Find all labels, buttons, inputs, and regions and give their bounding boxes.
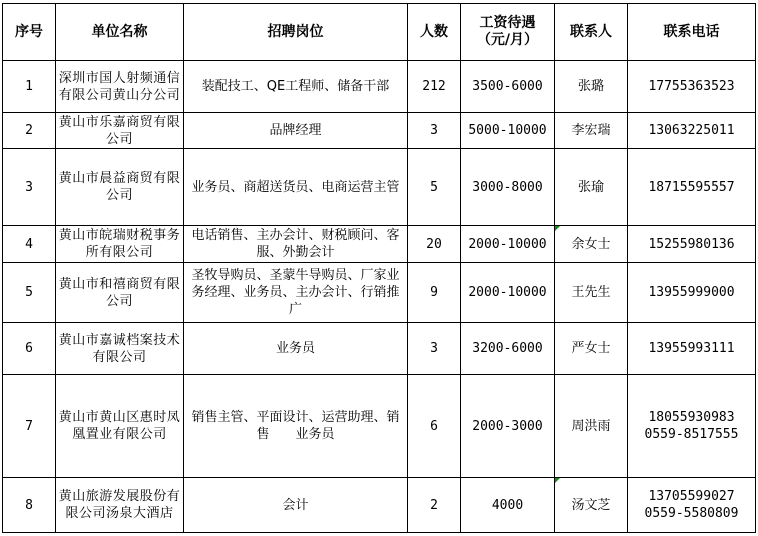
header-company[interactable]: 单位名称 — [56, 4, 184, 61]
cell-positions[interactable]: 会计 — [184, 478, 408, 533]
cell-contact: 余女士 — [571, 236, 611, 252]
table-row — [3, 149, 756, 226]
header-salary[interactable] — [461, 4, 555, 61]
phone-mobile: 13705599027 — [648, 489, 735, 504]
cell-count[interactable]: 212 — [408, 61, 461, 113]
cell-company[interactable]: 黄山市黄山区惠时凤凰置业有限公司 — [56, 375, 184, 478]
cell-company[interactable]: 黄山旅游发展股份有限公司汤泉大酒店 — [56, 478, 184, 533]
cell-salary[interactable]: 4000 — [461, 478, 555, 533]
cell-count[interactable]: 3 — [408, 323, 461, 375]
cell-company[interactable]: 黄山市乐嘉商贸有限公司 — [56, 113, 184, 149]
cell-contact[interactable]: 王先生 — [555, 263, 628, 323]
cell-count[interactable]: 20 — [408, 226, 461, 263]
cell-phone[interactable] — [628, 375, 756, 478]
cell-index[interactable]: 5 — [3, 263, 56, 323]
cell-salary[interactable]: 3500-6000 — [461, 61, 555, 113]
cell-index[interactable]: 3 — [3, 149, 56, 226]
cell-index[interactable]: 7 — [3, 375, 56, 478]
cell-salary[interactable]: 2000-10000 — [461, 226, 555, 263]
cell-contact[interactable]: 周洪雨 — [555, 375, 628, 478]
cell-positions[interactable]: 业务员 — [184, 323, 408, 375]
phone-landline: 0559-8517555 — [644, 427, 739, 442]
cell-count[interactable]: 3 — [408, 113, 461, 149]
table-row — [3, 323, 756, 375]
cell-positions[interactable]: 电话销售、主办会计、财税顾问、客服、外勤会计 — [184, 226, 408, 263]
cell-phone[interactable]: 13955993111 — [628, 323, 756, 375]
cell-positions[interactable]: 装配技工、QE工程师、储备干部 — [184, 61, 408, 113]
header-index[interactable]: 序号 — [3, 4, 56, 61]
header-positions[interactable]: 招聘岗位 — [184, 4, 408, 61]
cell-contact[interactable]: 张瑜 — [555, 149, 628, 226]
cell-phone[interactable] — [628, 478, 756, 533]
cell-salary[interactable]: 2000-3000 — [461, 375, 555, 478]
cell-company[interactable]: 黄山市晨益商贸有限公司 — [56, 149, 184, 226]
cell-positions[interactable]: 品牌经理 — [184, 113, 408, 149]
cell-count[interactable]: 6 — [408, 375, 461, 478]
header-contact[interactable]: 联系人 — [555, 4, 628, 61]
cell-count[interactable]: 5 — [408, 149, 461, 226]
table-row — [3, 61, 756, 113]
cell-contact[interactable]: 张璐 — [555, 61, 628, 113]
cell-phone[interactable]: 13063225011 — [628, 113, 756, 149]
cell-index[interactable]: 4 — [3, 226, 56, 263]
cell-index[interactable]: 2 — [3, 113, 56, 149]
cell-count[interactable]: 2 — [408, 478, 461, 533]
table-row — [3, 375, 756, 478]
cell-positions[interactable]: 圣牧导购员、圣蒙牛导购员、厂家业务经理、业务员、主办会计、行销推广 — [184, 263, 408, 323]
cell-company[interactable]: 黄山市嘉诚档案技术有限公司 — [56, 323, 184, 375]
header-count[interactable]: 人数 — [408, 4, 461, 61]
phone-mobile: 18055930983 — [648, 410, 735, 425]
phone-landline: 0559-5580809 — [644, 506, 739, 521]
cell-salary[interactable]: 3200-6000 — [461, 323, 555, 375]
cell-company[interactable]: 深圳市国人射频通信有限公司黄山分公司 — [56, 61, 184, 113]
cell-positions[interactable]: 业务员、商超送货员、电商运营主管 — [184, 149, 408, 226]
cell-index[interactable]: 6 — [3, 323, 56, 375]
recruitment-table — [2, 3, 756, 533]
cell-contact: 汤文芝 — [571, 497, 611, 513]
header-salary-line1: 工资待遇 — [479, 15, 536, 31]
cell-contact-with-comment[interactable] — [555, 226, 628, 263]
cell-contact[interactable]: 严女士 — [555, 323, 628, 375]
cell-company[interactable]: 黄山市和禧商贸有限公司 — [56, 263, 184, 323]
cell-salary[interactable]: 5000-10000 — [461, 113, 555, 149]
cell-positions[interactable]: 销售主管、平面设计、运营助理、销售 业务员 — [184, 375, 408, 478]
cell-phone[interactable]: 13955999000 — [628, 263, 756, 323]
table-row — [3, 113, 756, 149]
header-row — [3, 4, 756, 61]
cell-index[interactable]: 8 — [3, 478, 56, 533]
cell-index[interactable]: 1 — [3, 61, 56, 113]
cell-contact-with-comment[interactable] — [555, 478, 628, 533]
cell-salary[interactable]: 2000-10000 — [461, 263, 555, 323]
header-salary-line2: （元/月） — [476, 32, 539, 48]
cell-phone[interactable]: 17755363523 — [628, 61, 756, 113]
header-phone[interactable]: 联系电话 — [628, 4, 756, 61]
cell-salary[interactable]: 3000-8000 — [461, 149, 555, 226]
table-row — [3, 263, 756, 323]
cell-phone[interactable]: 15255980136 — [628, 226, 756, 263]
table-row — [3, 226, 756, 263]
cell-count[interactable]: 9 — [408, 263, 461, 323]
cell-company[interactable]: 黄山市皖瑞财税事务所有限公司 — [56, 226, 184, 263]
cell-contact[interactable]: 李宏瑞 — [555, 113, 628, 149]
table-row — [3, 478, 756, 533]
cell-phone[interactable]: 18715595557 — [628, 149, 756, 226]
